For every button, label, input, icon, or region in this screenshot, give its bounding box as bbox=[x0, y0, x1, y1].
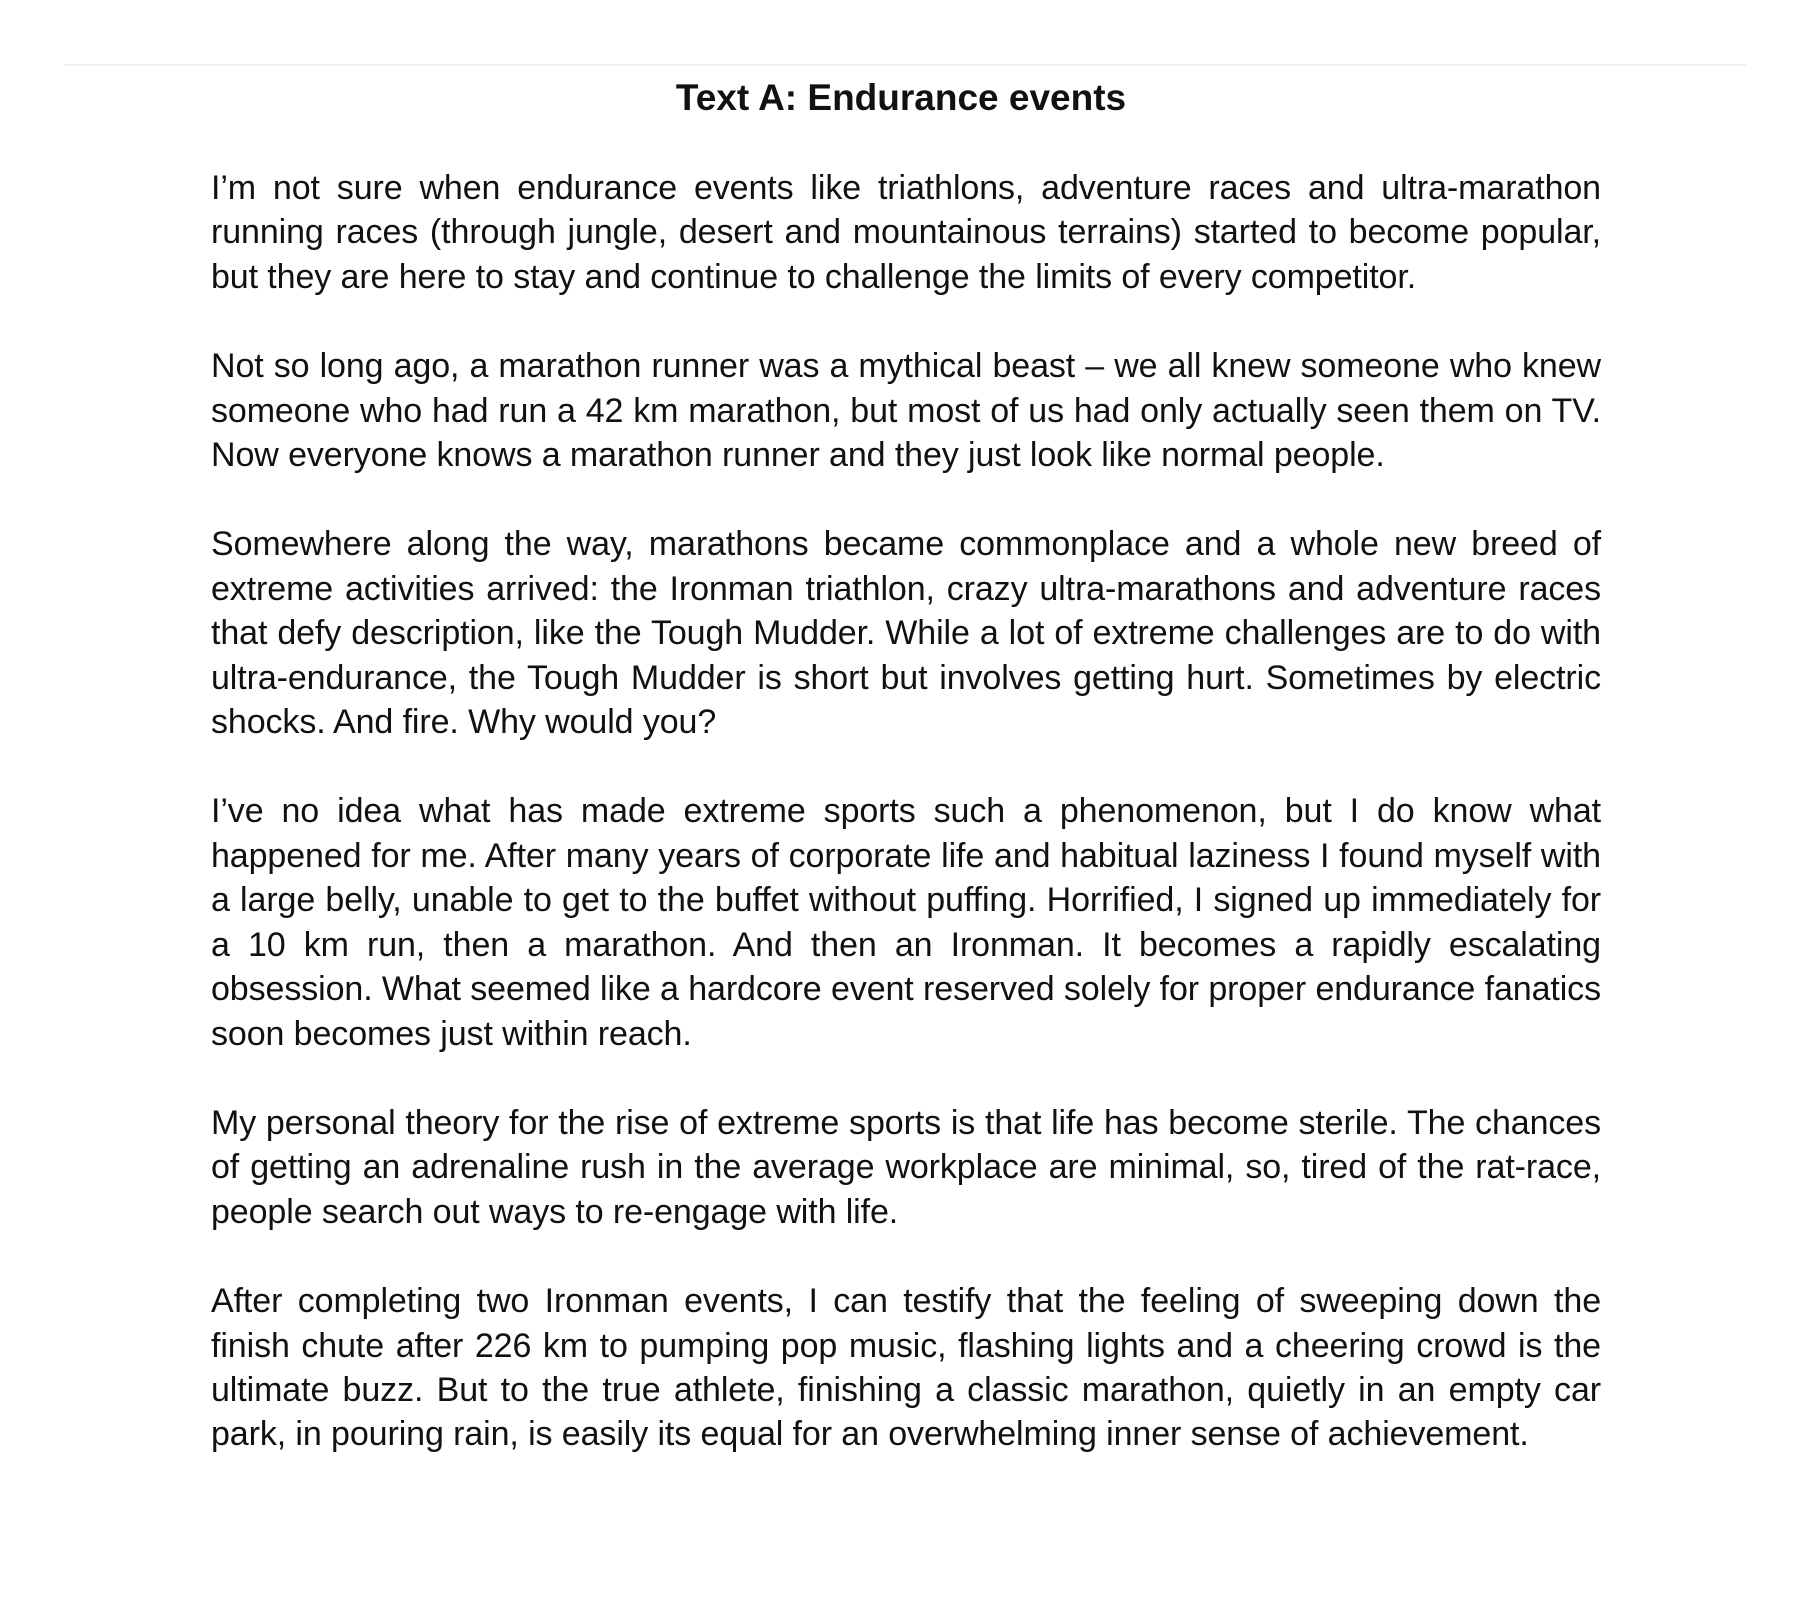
paragraph-1: I’m not sure when endurance events like triathlons, adventure races and ultra-marathon running races (through jungle, desert and mountainous terrains) started to become popular, but they are here to stay and continue to challenge the limits of every competitor. bbox=[211, 169, 1601, 296]
page-top-divider bbox=[64, 64, 1746, 66]
paragraph-5: My personal theory for the rise of extreme sports is that life has become sterile. The chances of getting an adrenaline rush in the average workplace are minimal, so, tired of the rat-race, people search out ways to re-engage with life. bbox=[211, 1103, 1601, 1231]
paragraph-3: Somewhere along the way, marathons became commonplace and a whole new breed of extreme activities arrived: the Ironman triathlon, crazy ultra-marathons and adventure races that defy description, like the Tough Mudder. While a lot of extreme challenges are to do with ultra-endurance, the Tough Mudder is short but involves getting hurt. Sometimes by electric shocks. And fire. Why would you? bbox=[211, 525, 1601, 742]
paragraph-2: Not so long ago, a marathon runner was a mythical beast – we all knew someone who knew someone who had run a 42 km marathon, but most of us had only actually seen them on TV. Now everyone knows a marathon runner and they just look like normal people. bbox=[211, 347, 1601, 475]
paragraph-4: I’ve no idea what has made extreme sports such a phenomenon, but I do know what happened for me. After many years of corporate life and habitual laziness I found myself with a large belly, unable to get to the buffet without puffing. Horrified, I signed up immediately for a 10 km run, then a marathon. And then an Ironman. It becomes a rapidly escalating obsession. What seemed like a hardcore event reserved solely for proper endurance fanatics soon becomes just within reach. bbox=[211, 792, 1601, 1053]
document-body bbox=[211, 166, 1601, 1502]
document-title: Text A: Endurance events bbox=[675, 77, 1127, 118]
paragraph-6: After completing two Ironman events, I can testify that the feeling of sweeping down the finish chute after 226 km to pumping pop music, flashing lights and a cheering crowd is the ultimate buzz. But to the true athlete, finishing a classic marathon, quietly in an empty car park, in pouring rain, is easily its equal for an overwhelming inner sense of achievement. bbox=[211, 1282, 1601, 1454]
